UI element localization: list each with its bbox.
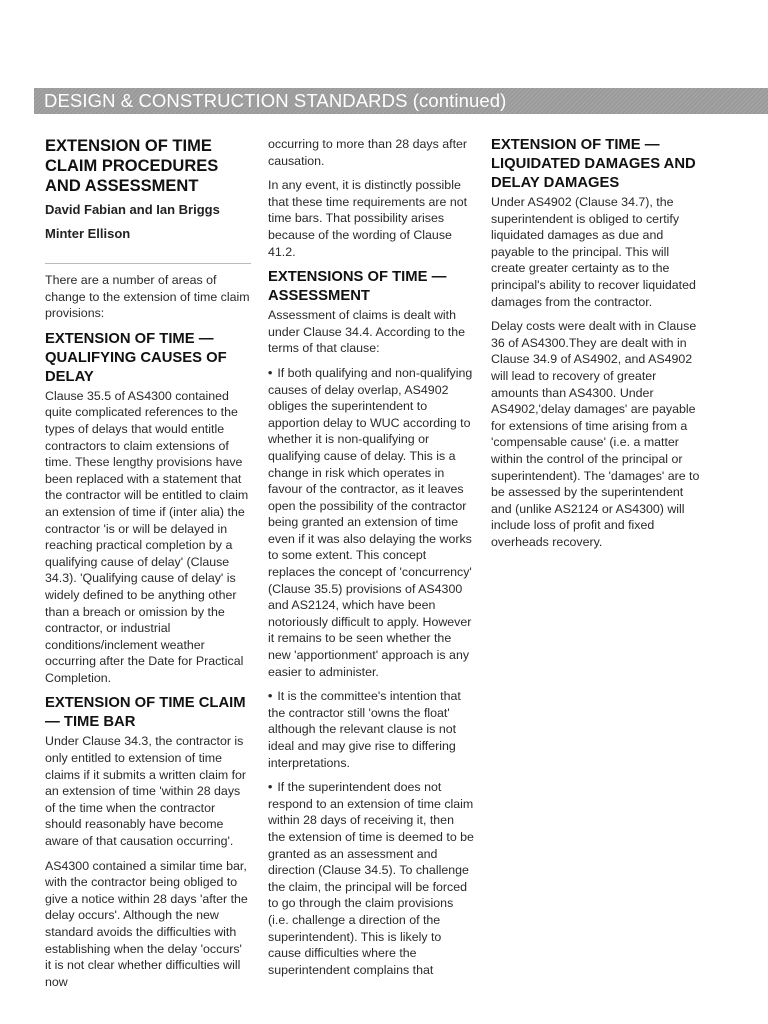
section-banner: DESIGN & CONSTRUCTION STANDARDS (continued) [34, 88, 768, 114]
bullet-float: • It is the committee's intention that the contractor still 'owns the float' although the relevant clause is not ideal and may give rise to differing interpretations. [268, 688, 474, 771]
heading-liquidated-damages: EXTENSION OF TIME — LIQUIDATED DAMAGES AND DELAY DAMAGES [491, 137, 696, 191]
bullet-apportion: • If both qualifying and non-qualifying causes of delay overlap, AS4902 obliges the superintendent to apportion delay to WUC according to whether it is non-qualifying or qualifying cause of delay. This is a change in risk which operates in favour of the contractor, as it leaves open the possibility of the contractor being granted an extension of time even if it was also delaying the works to some extent. This concept replaces the concept of 'concurrency' (Clause 35.5) provisions of AS4300 and AS2124, which have been notoriously difficult to apply. However it remains to be seen whether the new 'apportionment' approach is any easier to administer. [268, 365, 474, 680]
article-title: EXTENSION OF TIME CLAIM PROCEDURES AND ASSESSMENT [45, 137, 219, 195]
article-authors: David Fabian and Ian Briggs [45, 202, 220, 217]
heading-qualifying-causes: EXTENSION OF TIME — QUALIFYING CAUSES OF DELAY [45, 330, 227, 385]
column-2 [268, 136, 474, 986]
heading-assessment: EXTENSIONS OF TIME — ASSESSMENT [268, 269, 447, 305]
intro-paragraph: There are a number of areas of change to the extension of time claim provisions: [45, 273, 250, 321]
paragraph-time-bar-2: AS4300 contained a similar time bar, with the contractor being obliged to give a notice within 28 days 'after the delay occurs'. Although the new standard avoids the difficulties with establishing when the delay 'occurs' it is not clear whether difficulties will now [45, 858, 248, 989]
paragraph-assessment: Assessment of claims is dealt with under Clause 34.4. According to the terms of that clause: [268, 308, 466, 356]
column-3 [491, 136, 703, 558]
paragraph-any-event: In any event, it is distinctly possible that these time requirements are not time bars. That possibility arises because of the wording of Clause 41.2. [268, 178, 468, 259]
heading-time-bar: EXTENSION OF TIME CLAIM — TIME BAR [45, 695, 246, 731]
paragraph-time-bar: Under Clause 34.3, the contractor is only entitled to extension of time claims if it submits a written claim for an extension of time 'within 28 days of the time when the contractor should reasonably have become aware of that causation occurring'. [45, 734, 247, 849]
paragraph-delay-costs: Delay costs were dealt with in Clause 36 of AS4300.They are dealt with in Clause 34.9 of AS4902, and AS4902 will lead to recovery of greater amounts than AS4300. Under AS4902,'delay damages' are payable for extensions of time arising from a 'compensable cause' (i.e. a matter within the control of the principal or superintendent). The 'damages' are to be assessed by the superintendent and (unlike AS2124 or AS4300) will include loss of profit and fixed overheads recovery. [491, 319, 700, 549]
paragraph-qualifying-causes: Clause 35.5 of AS4300 contained quite complicated references to the types of delays that would entitle contractors to claim extensions of time. These lengthy provisions have been replaced with a statement that the contractor will be entitled to claim an extension of time if (inter alia) the contractor 'is or will be delayed in reaching practical completion by a qualifying cause of delay' (Clause 34.3). 'Qualifying cause of delay' is widely defined to be anything other than a breach or omission by the contractor, or industrial conditions/inclement weather occurring after the Date for Practical Completion. [45, 388, 249, 685]
paragraph-continued: occurring to more than 28 days after causation. [268, 137, 468, 168]
column-1 [45, 136, 251, 998]
paragraph-liquidated-damages: Under AS4902 (Clause 34.7), the superintendent is obliged to certify liquidated damages as due and payable to the principal. This will create greater certainty as to the principal's ability to recover liquidated damages from the contractor. [491, 195, 696, 309]
bullet-superintendent: • If the superintendent does not respond to an extension of time claim within 28 days of receiving it, then the extension of time is deemed to be granted as an assessment and direction (Clause 34.5). To challenge the claim, the principal will be forced to go through the claim provisions (i.e. challenge a direction of the superintendent). This is likely to cause difficulties where the superintendent complains that [268, 779, 474, 978]
author-firm: Minter Ellison [45, 226, 131, 241]
divider [45, 263, 251, 264]
